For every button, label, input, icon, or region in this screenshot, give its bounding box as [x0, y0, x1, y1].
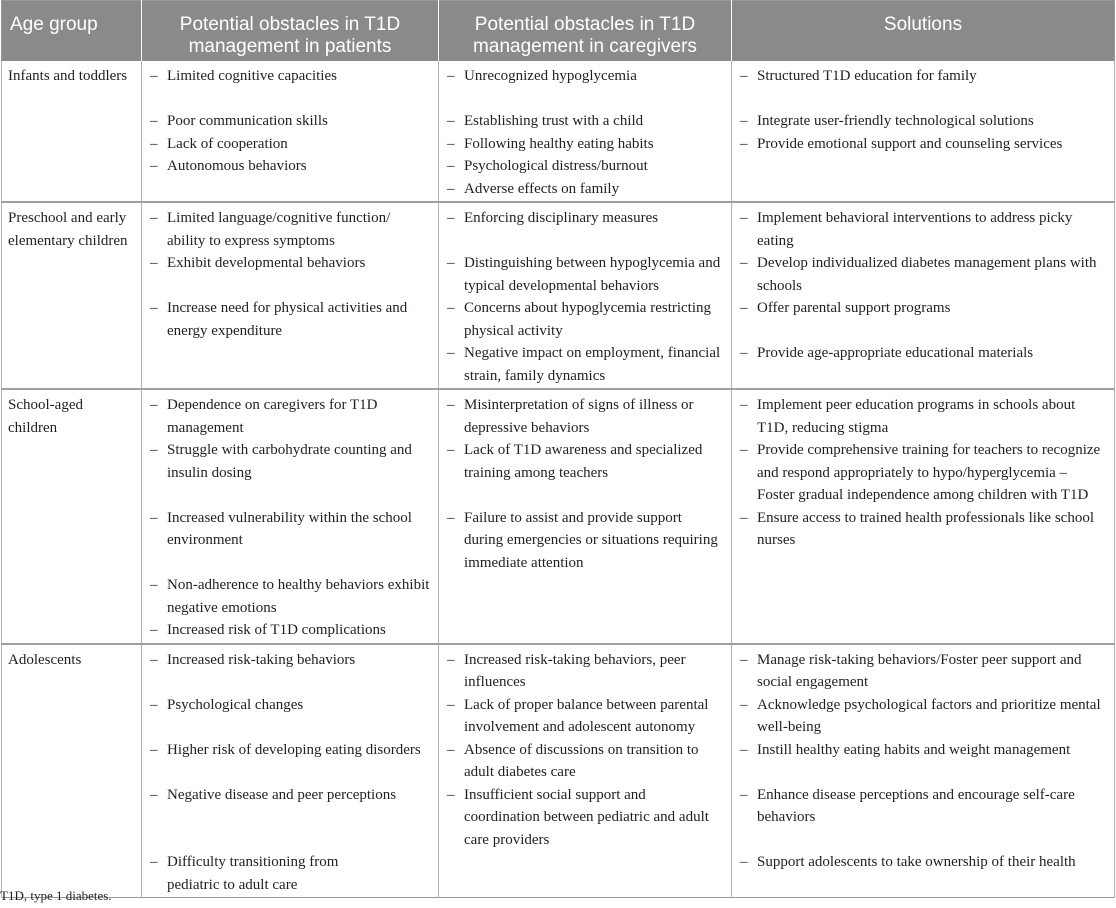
list-item: – Ensure access to trained health professionals like school nurses	[740, 509, 1094, 548]
list-item: – Establishing trust with a child	[447, 113, 644, 129]
list-item: – Adverse effects on family	[447, 180, 620, 197]
list-item: – Lack of cooperation	[150, 135, 288, 152]
list-item: – Lack of proper balance between parental involvement and adolescent autonomy	[447, 696, 709, 735]
solutions-cell	[732, 389, 1115, 644]
list-item: – Implement peer education programs in schools about T1D, reducing stigma	[740, 397, 1076, 436]
list-item: – Poor communication skills	[150, 113, 328, 129]
header-age-group: Age group	[2, 1, 142, 62]
list-item: – Non-adherence to healthy behaviors exhibit negative emotions	[150, 577, 430, 616]
caregivers-cell	[439, 644, 732, 898]
list-item: – Failure to assist and provide support during emergencies or situations requiring immediate attention	[447, 509, 718, 571]
header-obstacles-patients: Potential obstacles in T1D management in patients	[142, 1, 439, 62]
list-item: – Autonomous behaviors	[150, 158, 307, 174]
list-item: – Increased risk-taking behaviors, peer influences	[447, 651, 686, 690]
list-item: – Distinguishing between hypoglycemia and typical developmental behaviors	[447, 255, 721, 294]
list-item: – Limited cognitive capacities	[150, 68, 337, 84]
patients-cell	[142, 389, 439, 644]
list-item: – Acknowledge psychological factors and prioritize mental well-being	[740, 696, 1101, 735]
list-item: – Struggle with carbohydrate counting and insulin dosing	[150, 442, 412, 481]
patients-cell	[142, 202, 439, 389]
age-group-cell: Infants and toddlers	[2, 61, 142, 202]
table-header-row	[2, 1, 1115, 62]
solutions-cell	[732, 644, 1115, 898]
list-item: – Increase need for physical activities and energy expenditure	[150, 300, 408, 339]
table-footnote: T1D, type 1 diabetes.	[0, 888, 112, 903]
list-item: – Psychological distress/burnout	[447, 158, 648, 174]
list-item: – Manage risk-taking behaviors/Foster peer support and social engagement	[740, 651, 1082, 690]
list-item: – Insufficient social support and coordination between pediatric and adult care providers	[447, 786, 709, 848]
list-item: – Provide age-appropriate educational materials	[740, 345, 1034, 361]
solutions-cell	[732, 61, 1115, 202]
list-item: – Difficulty transitioning from pediatric to adult care	[150, 854, 339, 893]
t1d-obstacles-table	[1, 0, 1115, 898]
list-item: – Negative disease and peer perceptions	[150, 786, 397, 803]
header-solutions: Solutions	[732, 1, 1115, 62]
table-row	[2, 644, 1115, 898]
age-group-cell: School-aged children	[2, 389, 142, 644]
list-item: – Instill healthy eating habits and weight management	[740, 741, 1071, 758]
list-item: – Unrecognized hypoglycemia	[447, 68, 637, 84]
list-item: – Enforcing disciplinary measures	[447, 210, 659, 226]
list-item: – Higher risk of developing eating disorders	[150, 741, 421, 758]
patients-cell	[142, 61, 439, 202]
list-item: – Develop individualized diabetes management plans with schools	[740, 255, 1097, 294]
list-item: – Offer parental support programs	[740, 300, 951, 316]
patients-cell	[142, 644, 439, 898]
header-obstacles-caregivers: Potential obstacles in T1D management in caregivers	[439, 1, 732, 62]
list-item: – Implement behavioral interventions to address picky eating	[740, 210, 1073, 249]
list-item: – Following healthy eating habits	[447, 135, 654, 152]
list-item: – Absence of discussions on transition to adult diabetes care	[447, 741, 699, 780]
list-item: – Increased risk of T1D complications	[150, 622, 386, 638]
list-item: – Structured T1D education for family	[740, 68, 977, 84]
list-item: – Provide emotional support and counseling services	[740, 135, 1063, 152]
list-item: – Dependence on caregivers for T1D management	[150, 397, 378, 436]
list-item: – Enhance disease perceptions and encourage self-care behaviors	[740, 786, 1075, 825]
list-item: – Misinterpretation of signs of illness or depressive behaviors	[447, 397, 694, 436]
list-item: – Increased risk-taking behaviors	[150, 651, 356, 668]
caregivers-cell	[439, 202, 732, 389]
solutions-cell	[732, 202, 1115, 389]
age-group-cell: Adolescents	[2, 644, 142, 898]
table-row	[2, 389, 1115, 644]
list-item: – Exhibit developmental behaviors	[150, 255, 366, 271]
table-row	[2, 202, 1115, 389]
list-item: – Provide comprehensive training for teachers to recognize and respond appropriately to hypo/hyperglycemia – Foster gradual independence among children with T1D	[740, 442, 1101, 503]
list-item: – Concerns about hypoglycemia restricting physical activity	[447, 300, 712, 339]
caregivers-cell	[439, 389, 732, 644]
age-group-cell: Preschool and early elementary children	[2, 202, 142, 389]
list-item: – Support adolescents to take ownership of their health	[740, 854, 1076, 870]
list-item: – Integrate user-friendly technological solutions	[740, 113, 1034, 129]
list-item: – Increased vulnerability within the school environment	[150, 509, 412, 548]
list-item: – Negative impact on employment, financial strain, family dynamics	[447, 345, 721, 384]
list-item: – Psychological changes	[150, 696, 304, 713]
table-row	[2, 61, 1115, 202]
caregivers-cell	[439, 61, 732, 202]
list-item: – Lack of T1D awareness and specialized training among teachers	[447, 442, 703, 481]
list-item: – Limited language/cognitive function/ ability to express symptoms	[150, 210, 391, 249]
